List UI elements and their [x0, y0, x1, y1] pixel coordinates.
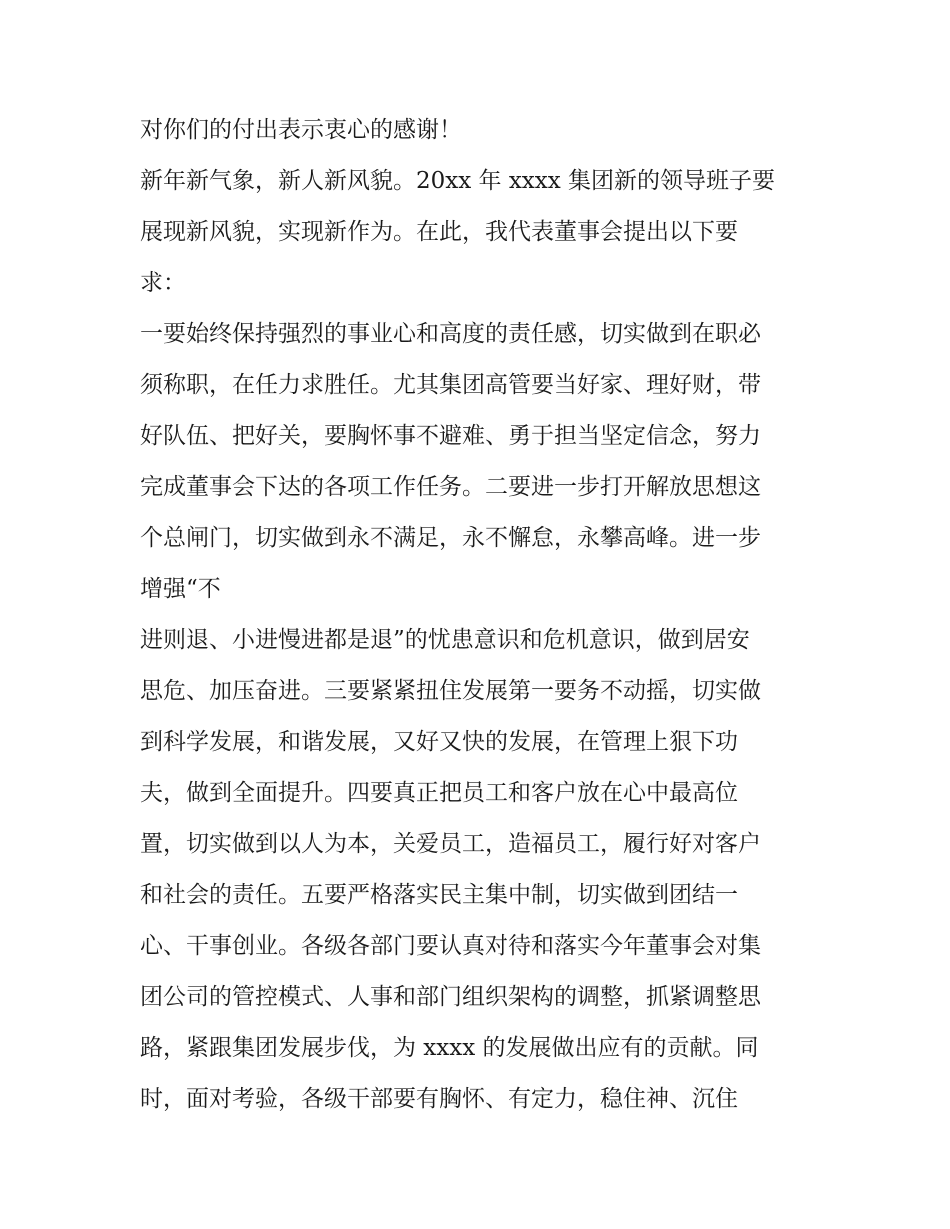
text-line: 心、干事创业。各级各部门要认真对待和落实今年董事会对集 [140, 933, 761, 959]
text-line: 求： [140, 270, 186, 296]
text-line: 须称职，在任力求胜任。尤其集团高管要当好家、理好财，带 [140, 372, 761, 398]
text-line: 路，紧跟集团发展步伐，为 xxxx 的发展做出应有的贡献。同 [140, 1035, 759, 1061]
text-line: 夫，做到全面提升。四要真正把员工和客户放在心中最高位 [140, 780, 738, 806]
body-text [140, 105, 830, 1125]
text-line: 个总闸门，切实做到永不满足，永不懈怠，永攀高峰。进一步 [140, 525, 761, 551]
text-line: 一要始终保持强烈的事业心和高度的责任感，切实做到在职必 [140, 321, 761, 347]
text-line: 对你们的付出表示衷心的感谢！ [140, 117, 462, 143]
text-line: 思危、加压奋进。三要紧紧扭住发展第一要务不动摇，切实做 [140, 678, 761, 704]
text-line: 团公司的管控模式、人事和部门组织架构的调整，抓紧调整思 [140, 984, 761, 1010]
text-line: 完成董事会下达的各项工作任务。二要进一步打开解放思想这 [140, 474, 761, 500]
text-line: 好队伍、把好关，要胸怀事不避难、勇于担当坚定信念，努力 [140, 423, 761, 449]
text-line: 新年新气象，新人新风貌。20xx 年 xxxx 集团新的领导班子要 [140, 168, 776, 194]
text-line: 和社会的责任。五要严格落实民主集中制，切实做到团结一 [140, 882, 738, 908]
text-line: 展现新风貌，实现新作为。在此，我代表董事会提出以下要 [140, 219, 738, 245]
text-line: 时，面对考验，各级干部要有胸怀、有定力，稳住神、沉住 [140, 1086, 738, 1112]
text-line: 增强“不 [140, 576, 221, 602]
text-line: 到科学发展，和谐发展，又好又快的发展，在管理上狠下功 [140, 729, 738, 755]
text-line: 置，切实做到以人为本，关爱员工，造福员工，履行好对客户 [140, 831, 761, 857]
text-line: 进则退、小进慢进都是退”的忧患意识和危机意识，做到居安 [140, 627, 750, 653]
